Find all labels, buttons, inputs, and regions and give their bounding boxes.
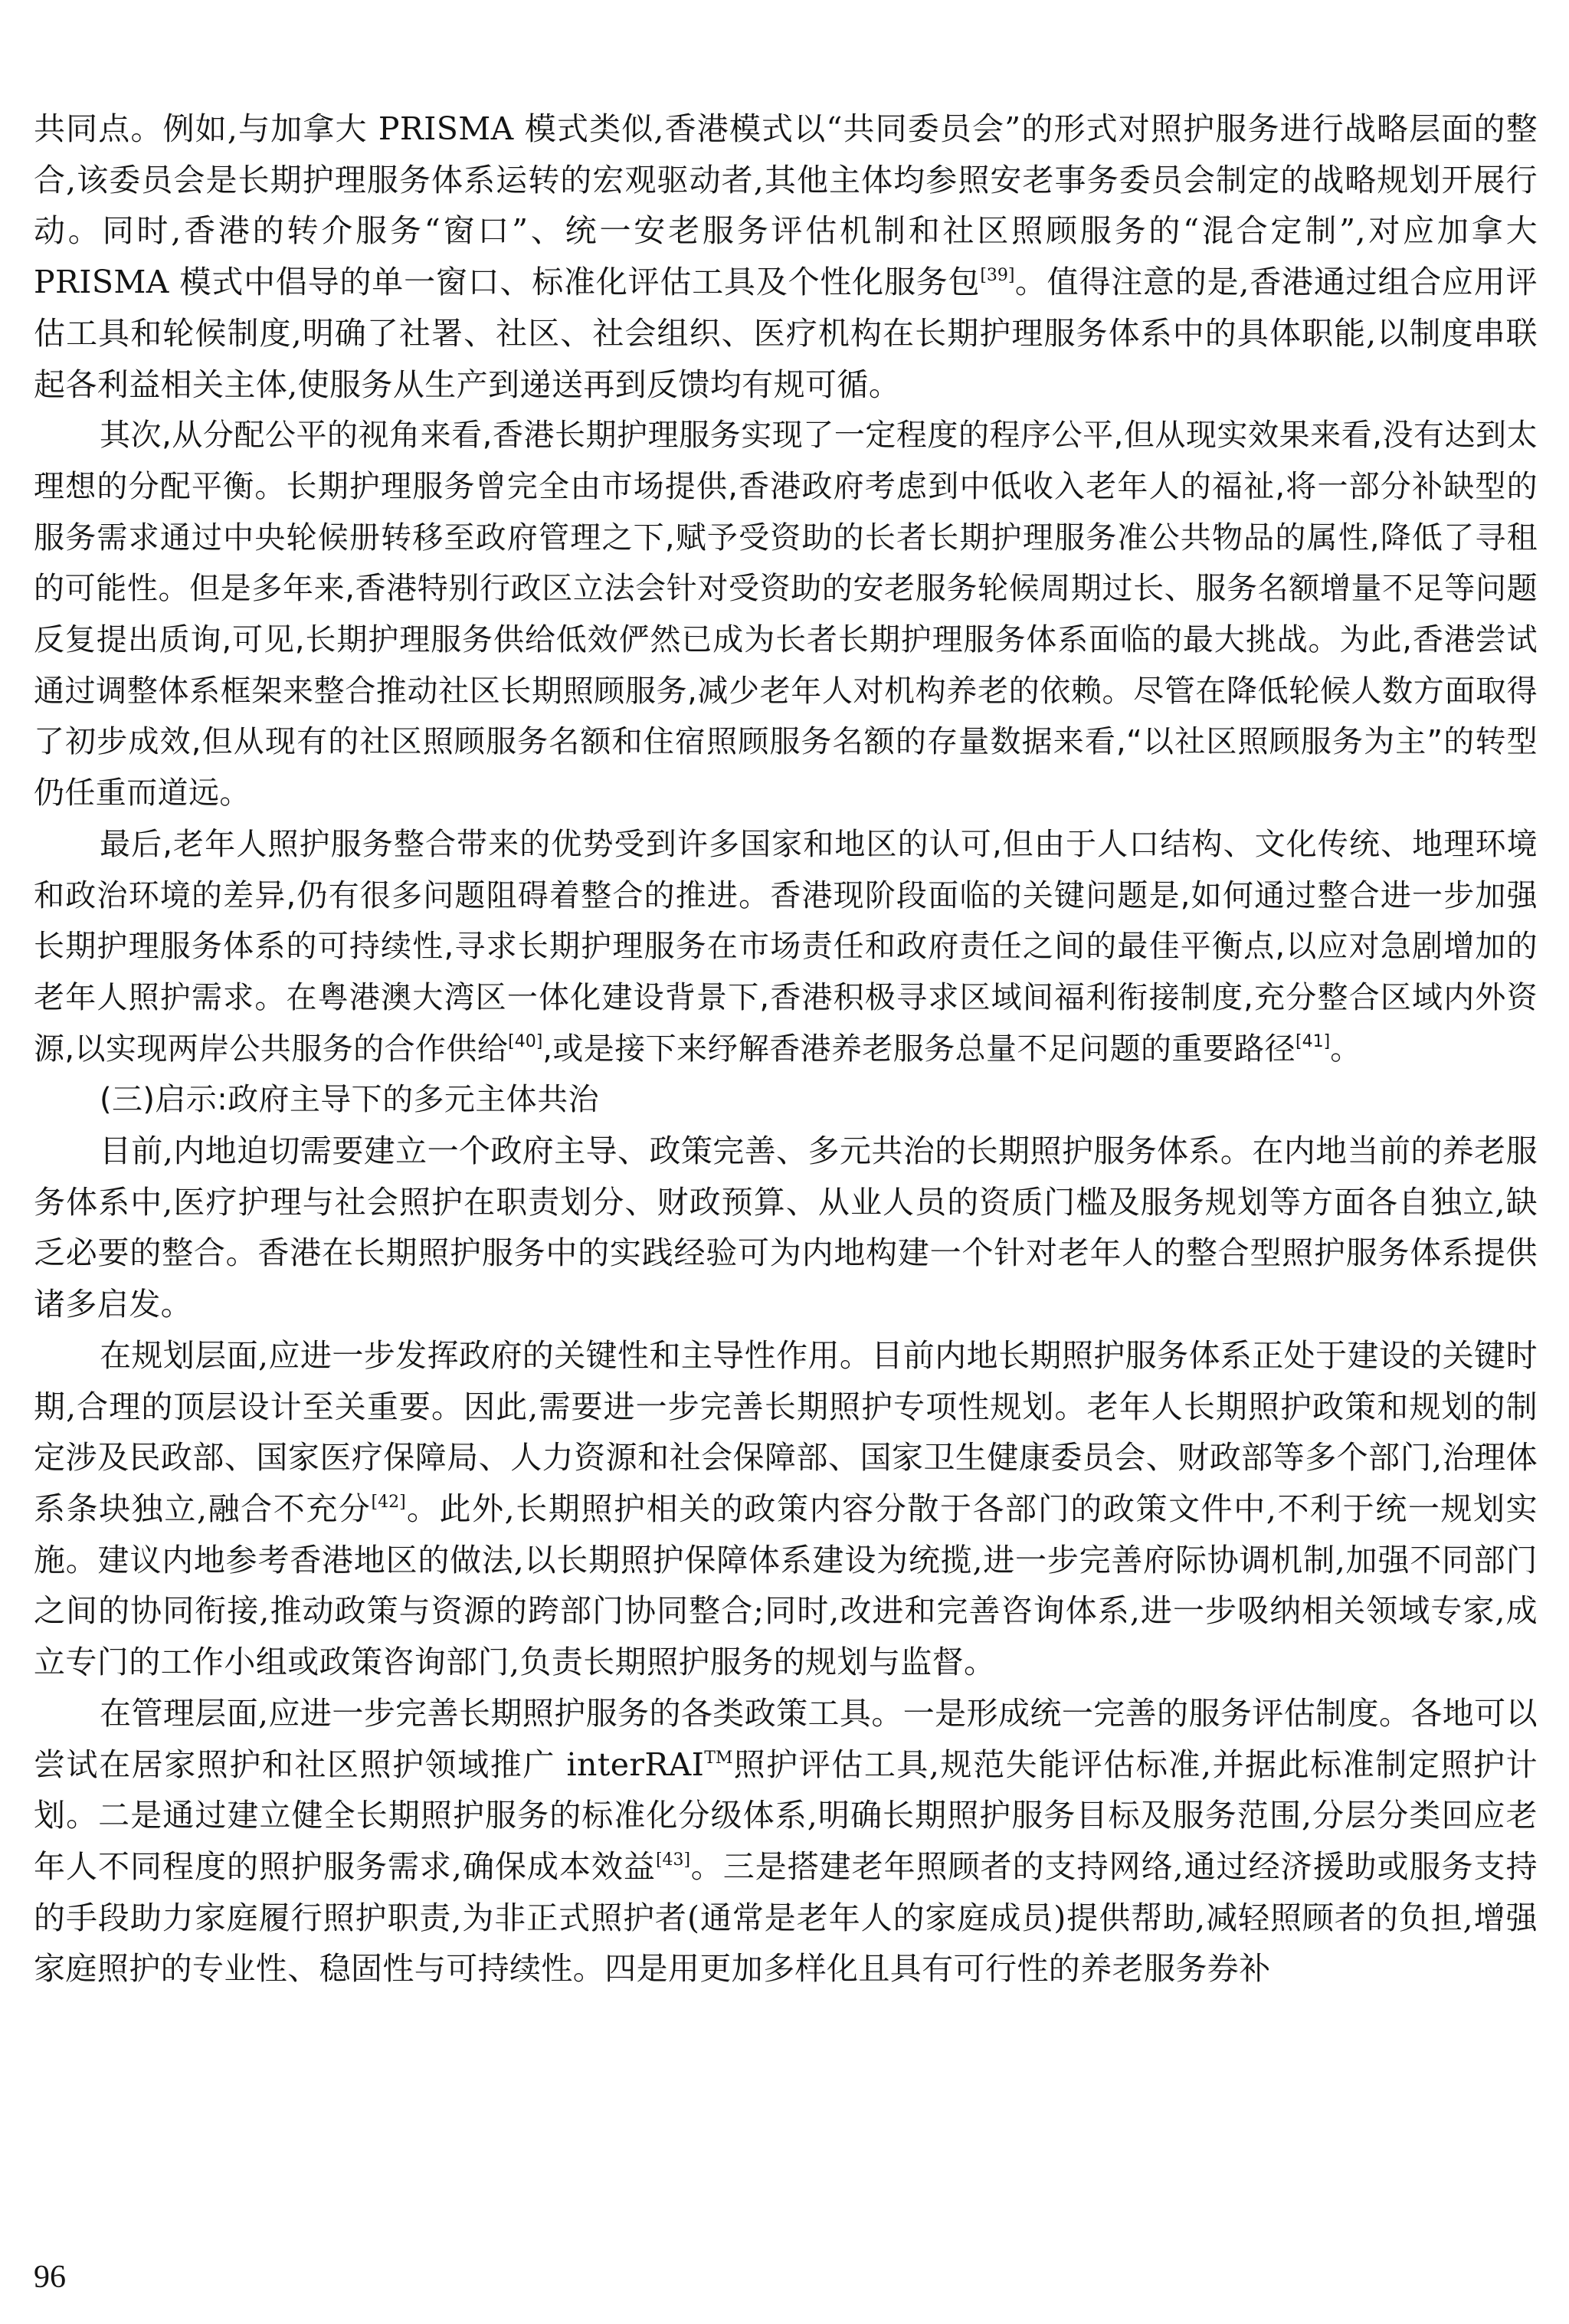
paragraph-1-text-a: 共同点。例如,与加拿大 PRISMA 模式类似,香港模式以“共同委员会”的形式对照护服务进行战略层面的整合,该委员会是长期护理服务体系运转的宏观驱动者,其他主体均参照安老事务委员会制定的战略规划开展行动。同时,香港的转介服务“窗口”、统一安老服务评估机制和社区照顾服务的“混合定制”,对应加拿大 PRISMA 模式中倡导的单一窗口、标准化评估工具及个性化服务包 (34, 110, 1538, 301)
citation-41: [41] (1295, 1031, 1331, 1051)
paragraph-3-text-a: 最后,老年人照护服务整合带来的优势受到许多国家和地区的认可,但由于人口结构、文化传统、地理环境和政治环境的差异,仍有很多问题阻碍着整合的推进。香港现阶段面临的关键问题是,如何通过整合进一步加强长期护理服务体系的可持续性,寻求长期护理服务在市场责任和政府责任之间的最佳平衡点,以应对急剧增加的老年人照护需求。在粤港澳大湾区一体化建设背景下,香港积极寻求区域间福利衔接制度,充分整合区域内外资源,以实现两岸公共服务的合作供给 (34, 826, 1538, 1067)
citation-40: [40] (508, 1031, 543, 1051)
paragraph-3 (34, 819, 1538, 1075)
paragraph-2 (34, 410, 1538, 819)
paragraph-6 (34, 1688, 1538, 1995)
citation-42: [42] (371, 1492, 406, 1512)
citation-39: [39] (980, 266, 1015, 286)
paragraph-6-text-b: 照护评估工具,规范失能评估标准,并据此标准制定照护计划。二是通过建立健全长期照护服务的标准化分级体系,明确长期照护服务目标及服务范围,分层分类回应老年人不同程度的照护服务需求,确保成本效益 (34, 1745, 1538, 1885)
paragraph-5-text-a: 在规划层面,应进一步发挥政府的关键性和主导性作用。目前内地长期照护服务体系正处于建设的关键时期,合理的顶层设计至关重要。因此,需要进一步完善长期照护专项性规划。老年人长期照护政策和规划的制定涉及民政部、国家医疗保障局、人力资源和社会保障部、国家卫生健康委员会、财政部等多个部门,治理体系条块独立,融合不充分 (34, 1336, 1538, 1527)
paragraph-5-text-b: 。此外,长期照护相关的政策内容分散于各部门的政策文件中,不利于统一规划实施。建议内地参考香港地区的做法,以长期照护保障体系建设为统揽,进一步完善府际协调机制,加强不同部门之间的协同衔接,推动政策与资源的跨部门协同整合;同时,改进和完善咨询体系,进一步吸纳相关领域专家,成立专门的工作小组或政策咨询部门,负责长期照护服务的规划与监督。 (34, 1490, 1538, 1681)
paragraph-5 (34, 1330, 1538, 1688)
paragraph-3-text-b: ,或是接下来纾解香港养老服务总量不足问题的重要路径 (542, 1031, 1296, 1067)
section-heading: (三)启示:政府主导下的多元主体共治 (100, 1082, 599, 1118)
paragraph-2-text: 其次,从分配公平的视角来看,香港长期护理服务实现了一定程度的程序公平,但从现实效果来看,没有达到太理想的分配平衡。长期护理服务曾完全由市场提供,香港政府考虑到中低收入老年人的福祉,将一部分补缺型的服务需求通过中央轮候册转移至政府管理之下,赋予受资助的长者长期护理服务准公共物品的属性,降低了寻租的可能性。但是多年来,香港特别行政区立法会针对受资助的安老服务轮候周期过长、服务名额增量不足等问题反复提出质询,可见,长期护理服务供给低效俨然已成为长者长期护理服务体系面临的最大挑战。为此,香港尝试通过调整体系框架来整合推动社区长期照顾服务,减少老年人对机构养老的依赖。尽管在降低轮候人数方面取得了初步成效,但从现有的社区照顾服务名额和住宿照顾服务名额的存量数据来看,“以社区照顾服务为主”的转型仍任重而道远。 (34, 418, 1538, 811)
paragraph-3-text-c: 。 (1330, 1031, 1361, 1067)
paragraph-6-text-a: 在管理层面,应进一步完善长期照护服务的各类政策工具。一是形成统一完善的服务评估制度。各地可以尝试在居家照护和社区照护领域推广 interRAI (34, 1694, 1538, 1783)
paragraph-4-text: 目前,内地迫切需要建立一个政府主导、政策完善、多元共治的长期照护服务体系。在内地当前的养老服务体系中,医疗护理与社会照护在职责划分、财政预算、从业人员的资质门槛及服务规划等方面各自独立,缺乏必要的整合。香港在长期照护服务中的实践经验可为内地构建一个针对老年人的整合型照护服务体系提供诸多启发。 (34, 1132, 1538, 1323)
paragraph-1-text-b: 。值得注意的是,香港通过组合应用评估工具和轮候制度,明确了社署、社区、社会组织、医疗机构在长期护理服务体系中的具体职能,以制度串联起各利益相关主体,使服务从生产到递送再到反馈均有规可循。 (34, 264, 1538, 403)
page-number: 96 (34, 2260, 66, 2295)
paragraph-4 (34, 1126, 1538, 1330)
trademark-mark: TM (704, 1748, 733, 1768)
paragraph-6-text-c: 。三是搭建老年照顾者的支持网络,通过经济援助或服务支持的手段助力家庭履行照护职责,为非正式照护者(通常是老年人的家庭成员)提供帮助,减轻照顾者的负担,增强家庭照护的专业性、稳固性与可持续性。四是用更加多样化且具有可行性的养老服务券补 (34, 1847, 1538, 1988)
paragraph-1 (34, 103, 1538, 410)
citation-43: [43] (655, 1850, 691, 1870)
body-text (34, 103, 1538, 1995)
